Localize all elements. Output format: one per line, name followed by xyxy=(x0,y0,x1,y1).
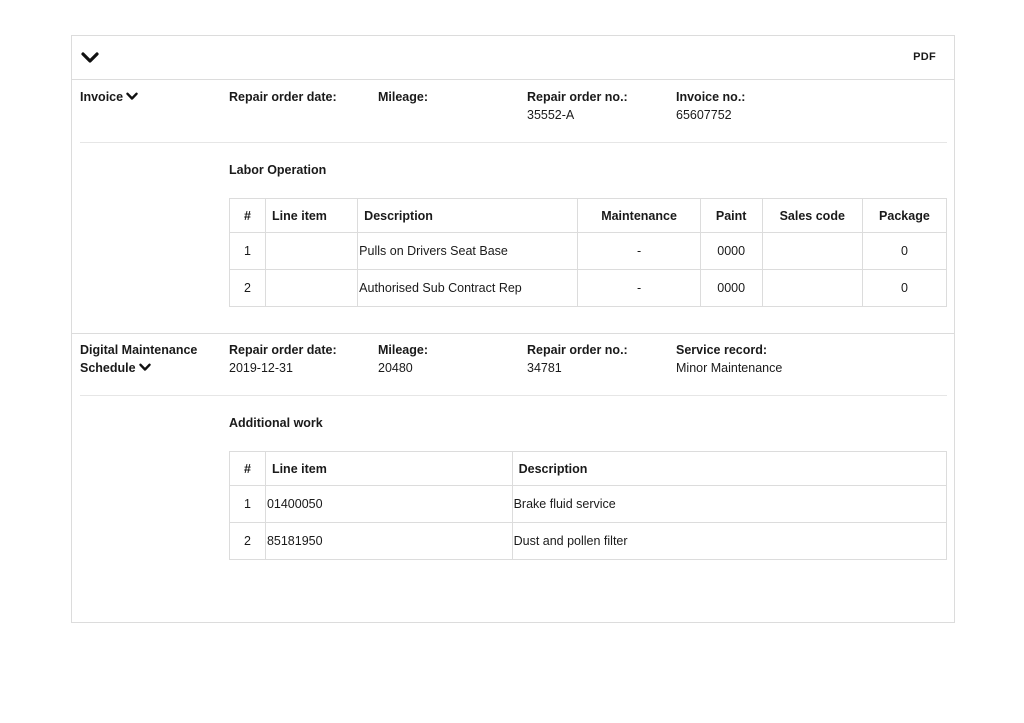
package-cell: 0 xyxy=(862,233,946,270)
invoice-section-title: Invoice xyxy=(80,90,124,104)
invoice-section-toggle[interactable] xyxy=(80,88,138,106)
maintenance-cell: - xyxy=(578,270,700,307)
column-header: Paint xyxy=(700,199,762,233)
line-item-cell: 85181950 xyxy=(265,523,512,560)
divider xyxy=(80,142,947,143)
service-history-panel xyxy=(71,35,955,623)
invoice-mileage xyxy=(378,88,428,106)
field-value: Minor Maintenance xyxy=(676,361,783,375)
panel-header xyxy=(72,36,954,80)
column-header: Description xyxy=(358,199,578,233)
field-label: Repair order date: xyxy=(229,343,337,357)
dms-section-title-line2: Schedule xyxy=(80,361,136,375)
row-number: 2 xyxy=(230,270,266,307)
table-row xyxy=(230,233,947,270)
divider xyxy=(80,395,947,396)
column-header: Maintenance xyxy=(578,199,700,233)
field-value: 20480 xyxy=(378,361,413,375)
description-cell: Brake fluid service xyxy=(512,486,946,523)
dms-mileage xyxy=(378,341,428,377)
sales-code-cell xyxy=(762,270,862,307)
field-label: Invoice no.: xyxy=(676,90,746,104)
field-label: Repair order no.: xyxy=(527,90,628,104)
labor-operation-title: Labor Operation xyxy=(229,163,327,177)
additional-work-title: Additional work xyxy=(229,416,323,430)
row-number: 2 xyxy=(230,523,266,560)
description-cell: Dust and pollen filter xyxy=(512,523,946,560)
table-row xyxy=(230,523,947,560)
table-header-row xyxy=(230,452,947,486)
row-number: 1 xyxy=(230,233,266,270)
field-label: Mileage: xyxy=(378,90,429,104)
field-value: 35552-A xyxy=(527,108,575,122)
table-header-row xyxy=(230,199,947,233)
row-number: 1 xyxy=(230,486,266,523)
dms-repair-order-no xyxy=(527,341,628,377)
labor-operation-table xyxy=(229,198,947,307)
line-item-cell xyxy=(266,233,358,270)
field-label: Mileage: xyxy=(378,343,429,357)
column-header: Line item xyxy=(266,199,358,233)
maintenance-cell: - xyxy=(578,233,700,270)
field-label: Repair order date: xyxy=(229,90,337,104)
line-item-cell xyxy=(266,270,358,307)
chevron-down-icon[interactable] xyxy=(81,51,99,65)
additional-work-table xyxy=(229,451,947,560)
invoice-repair-order-no xyxy=(527,88,628,124)
chevron-down-icon xyxy=(126,92,138,101)
paint-cell: 0000 xyxy=(700,270,762,307)
sales-code-cell xyxy=(762,233,862,270)
paint-cell: 0000 xyxy=(700,233,762,270)
dms-service-record xyxy=(676,341,782,377)
chevron-down-icon xyxy=(139,363,151,372)
field-value: 65607752 xyxy=(676,108,732,122)
pdf-download-link[interactable]: PDF xyxy=(913,51,936,63)
column-header: Sales code xyxy=(762,199,862,233)
column-header: Package xyxy=(862,199,946,233)
field-label: Service record: xyxy=(676,343,768,357)
column-header: Line item xyxy=(265,452,512,486)
column-header: # xyxy=(230,452,266,486)
dms-section-title: Digital Maintenance xyxy=(80,343,198,357)
invoice-number xyxy=(676,88,745,124)
dms-repair-order-date xyxy=(229,341,337,377)
description-cell: Authorised Sub Contract Rep xyxy=(358,270,578,307)
description-cell: Pulls on Drivers Seat Base xyxy=(358,233,578,270)
column-header: # xyxy=(230,199,266,233)
field-value: 34781 xyxy=(527,361,562,375)
line-item-cell: 01400050 xyxy=(265,486,512,523)
field-value: 2019-12-31 xyxy=(229,361,293,375)
table-row xyxy=(230,270,947,307)
field-label: Repair order no.: xyxy=(527,343,628,357)
column-header: Description xyxy=(512,452,946,486)
dms-section-toggle[interactable] xyxy=(80,341,197,377)
table-row xyxy=(230,486,947,523)
section-separator xyxy=(72,333,954,334)
package-cell: 0 xyxy=(862,270,946,307)
invoice-repair-order-date xyxy=(229,88,337,106)
